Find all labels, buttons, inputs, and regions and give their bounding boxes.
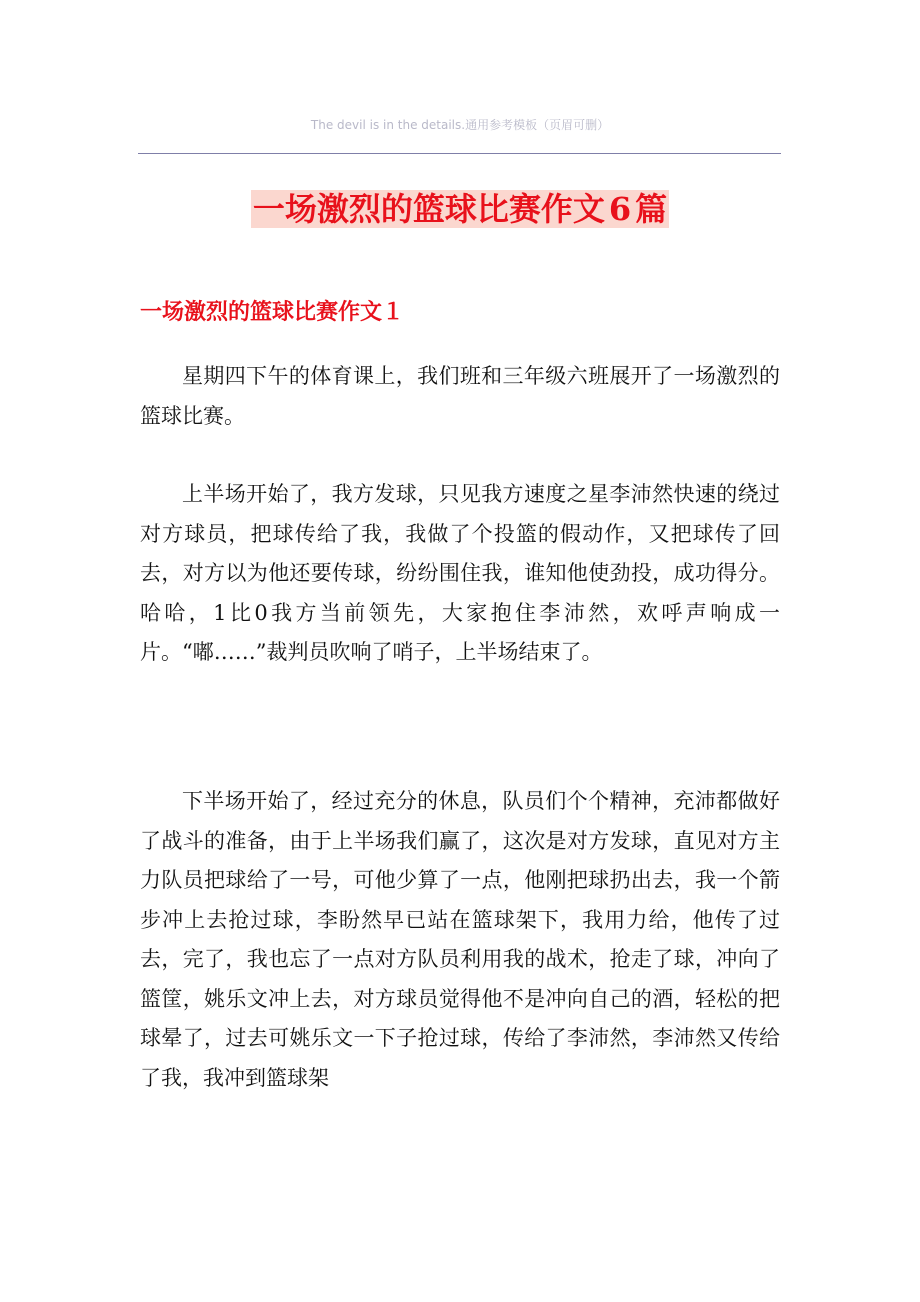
document-title — [0, 187, 920, 231]
paragraph-2: 上半场开始了，我方发球，只见我方速度之星李沛然快速的绕过对方球员，把球传给了我，我做了个投篮的假动作，又把球传了回去，对方以为他还要传球，纷纷围住我，谁知他使劲投，成功得分。哈哈，1比0我方当前领先，大家抱住李沛然，欢呼声响成一片。“嘟……”裁判员吹响了哨子，上半场结束了。 — [140, 482, 780, 664]
document-title-number: 6 — [608, 190, 632, 228]
document-title-suffix: 篇 — [635, 190, 668, 228]
paragraph-1: 星期四下午的体育课上，我们班和三年级六班展开了一场激烈的篮球比赛。 — [140, 364, 780, 428]
section-heading: 一场激烈的篮球比赛作文１ — [140, 299, 405, 325]
header-divider — [138, 153, 781, 154]
page-header: The devil is in the details.通用参考模板（页眉可删） — [310, 118, 610, 132]
paragraph-3: 下半场开始了，经过充分的休息，队员们个个精神，充沛都做好了战斗的准备，由于上半场我们赢了，这次是对方发球，直见对方主力队员把球给了一号，可他少算了一点，他刚把球扔出去，我一个箭步冲上去抢过球，李盼然早已站在篮球架下，我用力给，他传了过去，完了，我也忘了一点对方队员利用我的战术，抢走了球，冲向了篮筐，姚乐文冲上去，对方球员觉得他不是冲向自己的酒，轻松的把球晕了，过去可姚乐文一下子抢过球，传给了李沛然，李沛然又传给了我，我冲到篮球架 — [140, 789, 780, 1090]
document-title-main: 一场激烈的篮球比赛作文 — [252, 190, 605, 228]
